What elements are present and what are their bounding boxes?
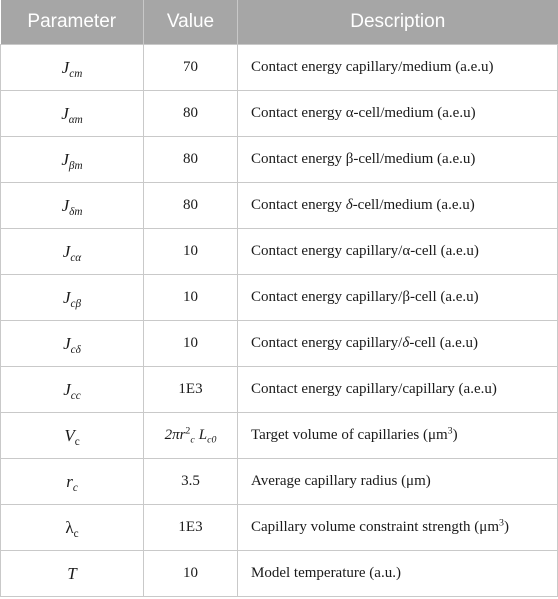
- param-cell: $\lambda_c$: [1, 505, 144, 551]
- table-row: [1, 183, 558, 229]
- value-cell: 1E3: [144, 505, 238, 551]
- description-cell: Contact energy capillary/δ-cell (a.e.u): [238, 321, 558, 367]
- value-cell: 10: [144, 229, 238, 275]
- description-cell: Contact energy capillary/capillary (a.e.u): [238, 367, 558, 413]
- description-cell: Contact energy δ-cell/medium (a.e.u): [238, 183, 558, 229]
- value-cell: 10: [144, 551, 238, 597]
- description-cell: Target volume of capillaries $(\mu m^3)$: [238, 413, 558, 459]
- description-cell: Contact energy capillary/medium (a.e.u): [238, 45, 558, 91]
- param-cell: $J_{cm}$: [1, 45, 144, 91]
- value-cell: 80: [144, 183, 238, 229]
- header-parameter: Parameter: [1, 0, 144, 45]
- description-cell: Contact energy β-cell/medium (a.e.u): [238, 137, 558, 183]
- table-row: [1, 459, 558, 505]
- value-cell: 80: [144, 137, 238, 183]
- description-cell: Model temperature (a.u.): [238, 551, 558, 597]
- table-row: [1, 229, 558, 275]
- table-row: [1, 551, 558, 597]
- table-row: [1, 91, 558, 137]
- table-row: [1, 505, 558, 551]
- value-cell: 10: [144, 275, 238, 321]
- table-row: [1, 275, 558, 321]
- param-cell: $J_{\alpha m}$: [1, 91, 144, 137]
- description-cell: Contact energy capillary/α-cell (a.e.u): [238, 229, 558, 275]
- value-cell: 10: [144, 321, 238, 367]
- param-cell: $J_{c\alpha}$: [1, 229, 144, 275]
- header-value: Value: [144, 0, 238, 45]
- param-cell: $r_c$: [1, 459, 144, 505]
- description-cell: Contact energy capillary/β-cell (a.e.u): [238, 275, 558, 321]
- param-cell: $J_{c\beta}$: [1, 275, 144, 321]
- param-cell: $J_{\beta m}$: [1, 137, 144, 183]
- table-row: [1, 367, 558, 413]
- value-cell: 3.5: [144, 459, 238, 505]
- value-cell: 80: [144, 91, 238, 137]
- value-cell: 1E3: [144, 367, 238, 413]
- table-row: [1, 45, 558, 91]
- description-cell: Contact energy α-cell/medium (a.e.u): [238, 91, 558, 137]
- description-cell: Average capillary radius (μm): [238, 459, 558, 505]
- value-cell: 70: [144, 45, 238, 91]
- param-cell: $J_{c\delta}$: [1, 321, 144, 367]
- description-cell: Capillary volume constraint strength $(\mu m^3)$: [238, 505, 558, 551]
- param-cell: $J_{\delta m}$: [1, 183, 144, 229]
- table-row: [1, 413, 558, 459]
- header-description: Description: [238, 0, 558, 45]
- header-row: [1, 0, 558, 45]
- table-row: [1, 137, 558, 183]
- param-cell: T: [1, 551, 144, 597]
- param-cell: $V_c$: [1, 413, 144, 459]
- table-row: [1, 321, 558, 367]
- param-cell: $J_{cc}$: [1, 367, 144, 413]
- value-cell: $2\pi r^2_c$ $L_{c0}$: [144, 413, 238, 459]
